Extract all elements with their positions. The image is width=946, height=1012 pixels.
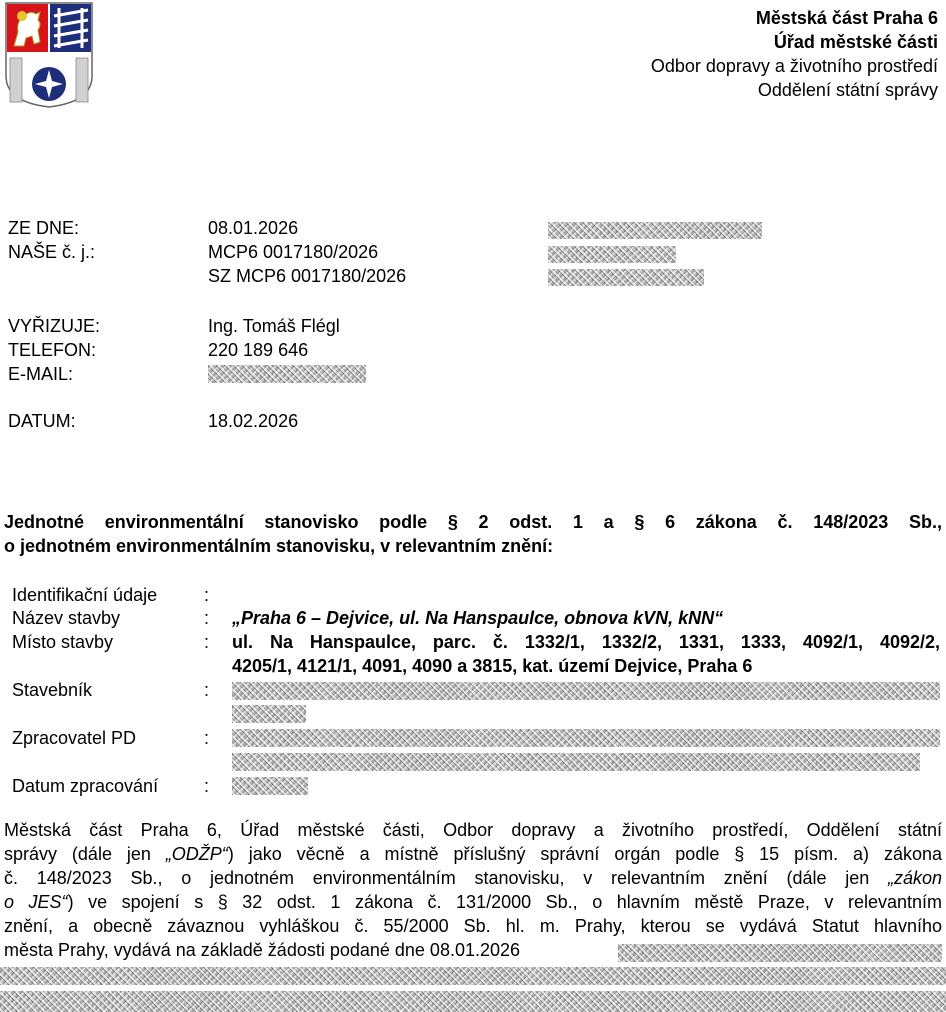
body-italic-odzp: „ODŽP“ [165,844,228,864]
redacted-zpracovatel-1 [232,729,940,747]
body-text: správy (dále jen [4,844,166,864]
nase-cj-value-sz: SZ MCP6 0017180/2026 [208,266,407,286]
identifikace-colon: : [204,585,210,605]
redacted-recipient-2 [548,246,676,263]
misto-value [232,630,940,678]
redacted-stavebnik-1 [232,682,940,700]
zpracovatel-label: Zpracovatel PD [12,728,137,748]
header-division: Oddělení státní správy [757,80,938,100]
misto-line-2: 4205/1, 4121/1, 4091, 4090 a 3815, kat. území Dejvice, Praha 6 [232,656,753,676]
body-italic-zakon: „zákon [887,868,942,888]
body-line-3 [4,866,942,890]
redacted-recipient-1 [548,222,762,239]
ze-dne-value: 08.01.2026 [208,218,299,238]
redacted-stavebnik-2 [232,705,306,723]
misto-colon: : [204,632,210,652]
header-department: Odbor dopravy a životního prostředí [650,56,938,76]
body-text: ) ve spojení s § 32 odst. 1 zákona č. 131/2000 Sb., o hlavním městě Praze, v relevantním [67,892,942,912]
redacted-recipient-3 [548,269,704,286]
title-line-1: Jednotné environmentální stanovisko podle § 2 odst. 1 a § 6 zákona č. 148/2023 Sb., [4,512,942,532]
title-line-2: o jednotném environmentálním stanovisku, v relevantním znění: [4,536,554,556]
datum-zpracovani-colon: : [204,776,210,796]
datum-value: 18.02.2026 [208,411,299,431]
zpracovatel-colon: : [204,728,210,748]
telefon-value: 220 189 646 [208,340,309,360]
datum-label: DATUM: [8,411,76,431]
nazev-colon: : [204,608,210,628]
redacted-body-1 [618,944,942,962]
nazev-value: „Praha 6 – Dejvice, ul. Na Hanspaulce, obnova kVN, kNN“ [232,608,724,628]
redacted-datum-zpracovani [232,777,308,795]
body-line-1: Městská část Praha 6, Úřad městské části, Odbor dopravy a životního prostředí, Oddělení státní [4,820,942,840]
vyrizuje-value: Ing. Tomáš Flégl [208,316,340,336]
vyrizuje-label: VYŘIZUJE: [8,316,101,336]
redacted-body-3 [0,991,946,1012]
header-office: Úřad městské části [773,32,938,52]
stavebnik-colon: : [204,680,210,700]
email-label: E-MAIL: [8,364,74,384]
body-italic-jes: o JES“ [4,892,68,912]
body-line-2 [4,842,942,866]
misto-label: Místo stavby [12,632,114,652]
identifikace-label: Identifikační údaje [12,585,158,605]
datum-zpracovani-label: Datum zpracování [12,776,159,796]
body-paragraph [4,818,942,962]
prague6-coat-of-arms-logo [4,2,94,108]
body-line-4 [4,890,942,914]
document-title [4,510,942,558]
ze-dne-label: ZE DNE: [8,218,80,238]
body-line-5: znění, a obecně závaznou vyhláškou č. 55/2000 Sb. hl. m. Prahy, kterou se vydává Statut hlavního [4,916,942,936]
stavebnik-label: Stavebník [12,680,93,700]
header-district: Městská část Praha 6 [755,8,938,28]
telefon-label: TELEFON: [8,340,97,360]
office-header [651,6,938,102]
body-line-6: města Prahy, vydává na základě žádosti podané dne 08.01.2026 [4,940,521,960]
body-text: ) jako věcně a místně příslušný správní orgán podle § 15 písm. a) zákona [227,844,942,864]
body-text: č. 148/2023 Sb., o jednotném environmentálním stanovisku, v relevantním znění (dále jen [4,868,888,888]
misto-line-1: ul. Na Hanspaulce, parc. č. 1332/1, 1332/2, 1331, 1333, 4092/1, 4092/2, [232,632,940,652]
nase-cj-value: MCP6 0017180/2026 [208,242,379,262]
redacted-body-2 [0,967,946,985]
nase-cj-label: NAŠE č. j.: [8,242,96,262]
nazev-label: Název stavby [12,608,121,628]
redacted-zpracovatel-2 [232,753,920,771]
redacted-email [208,365,366,383]
